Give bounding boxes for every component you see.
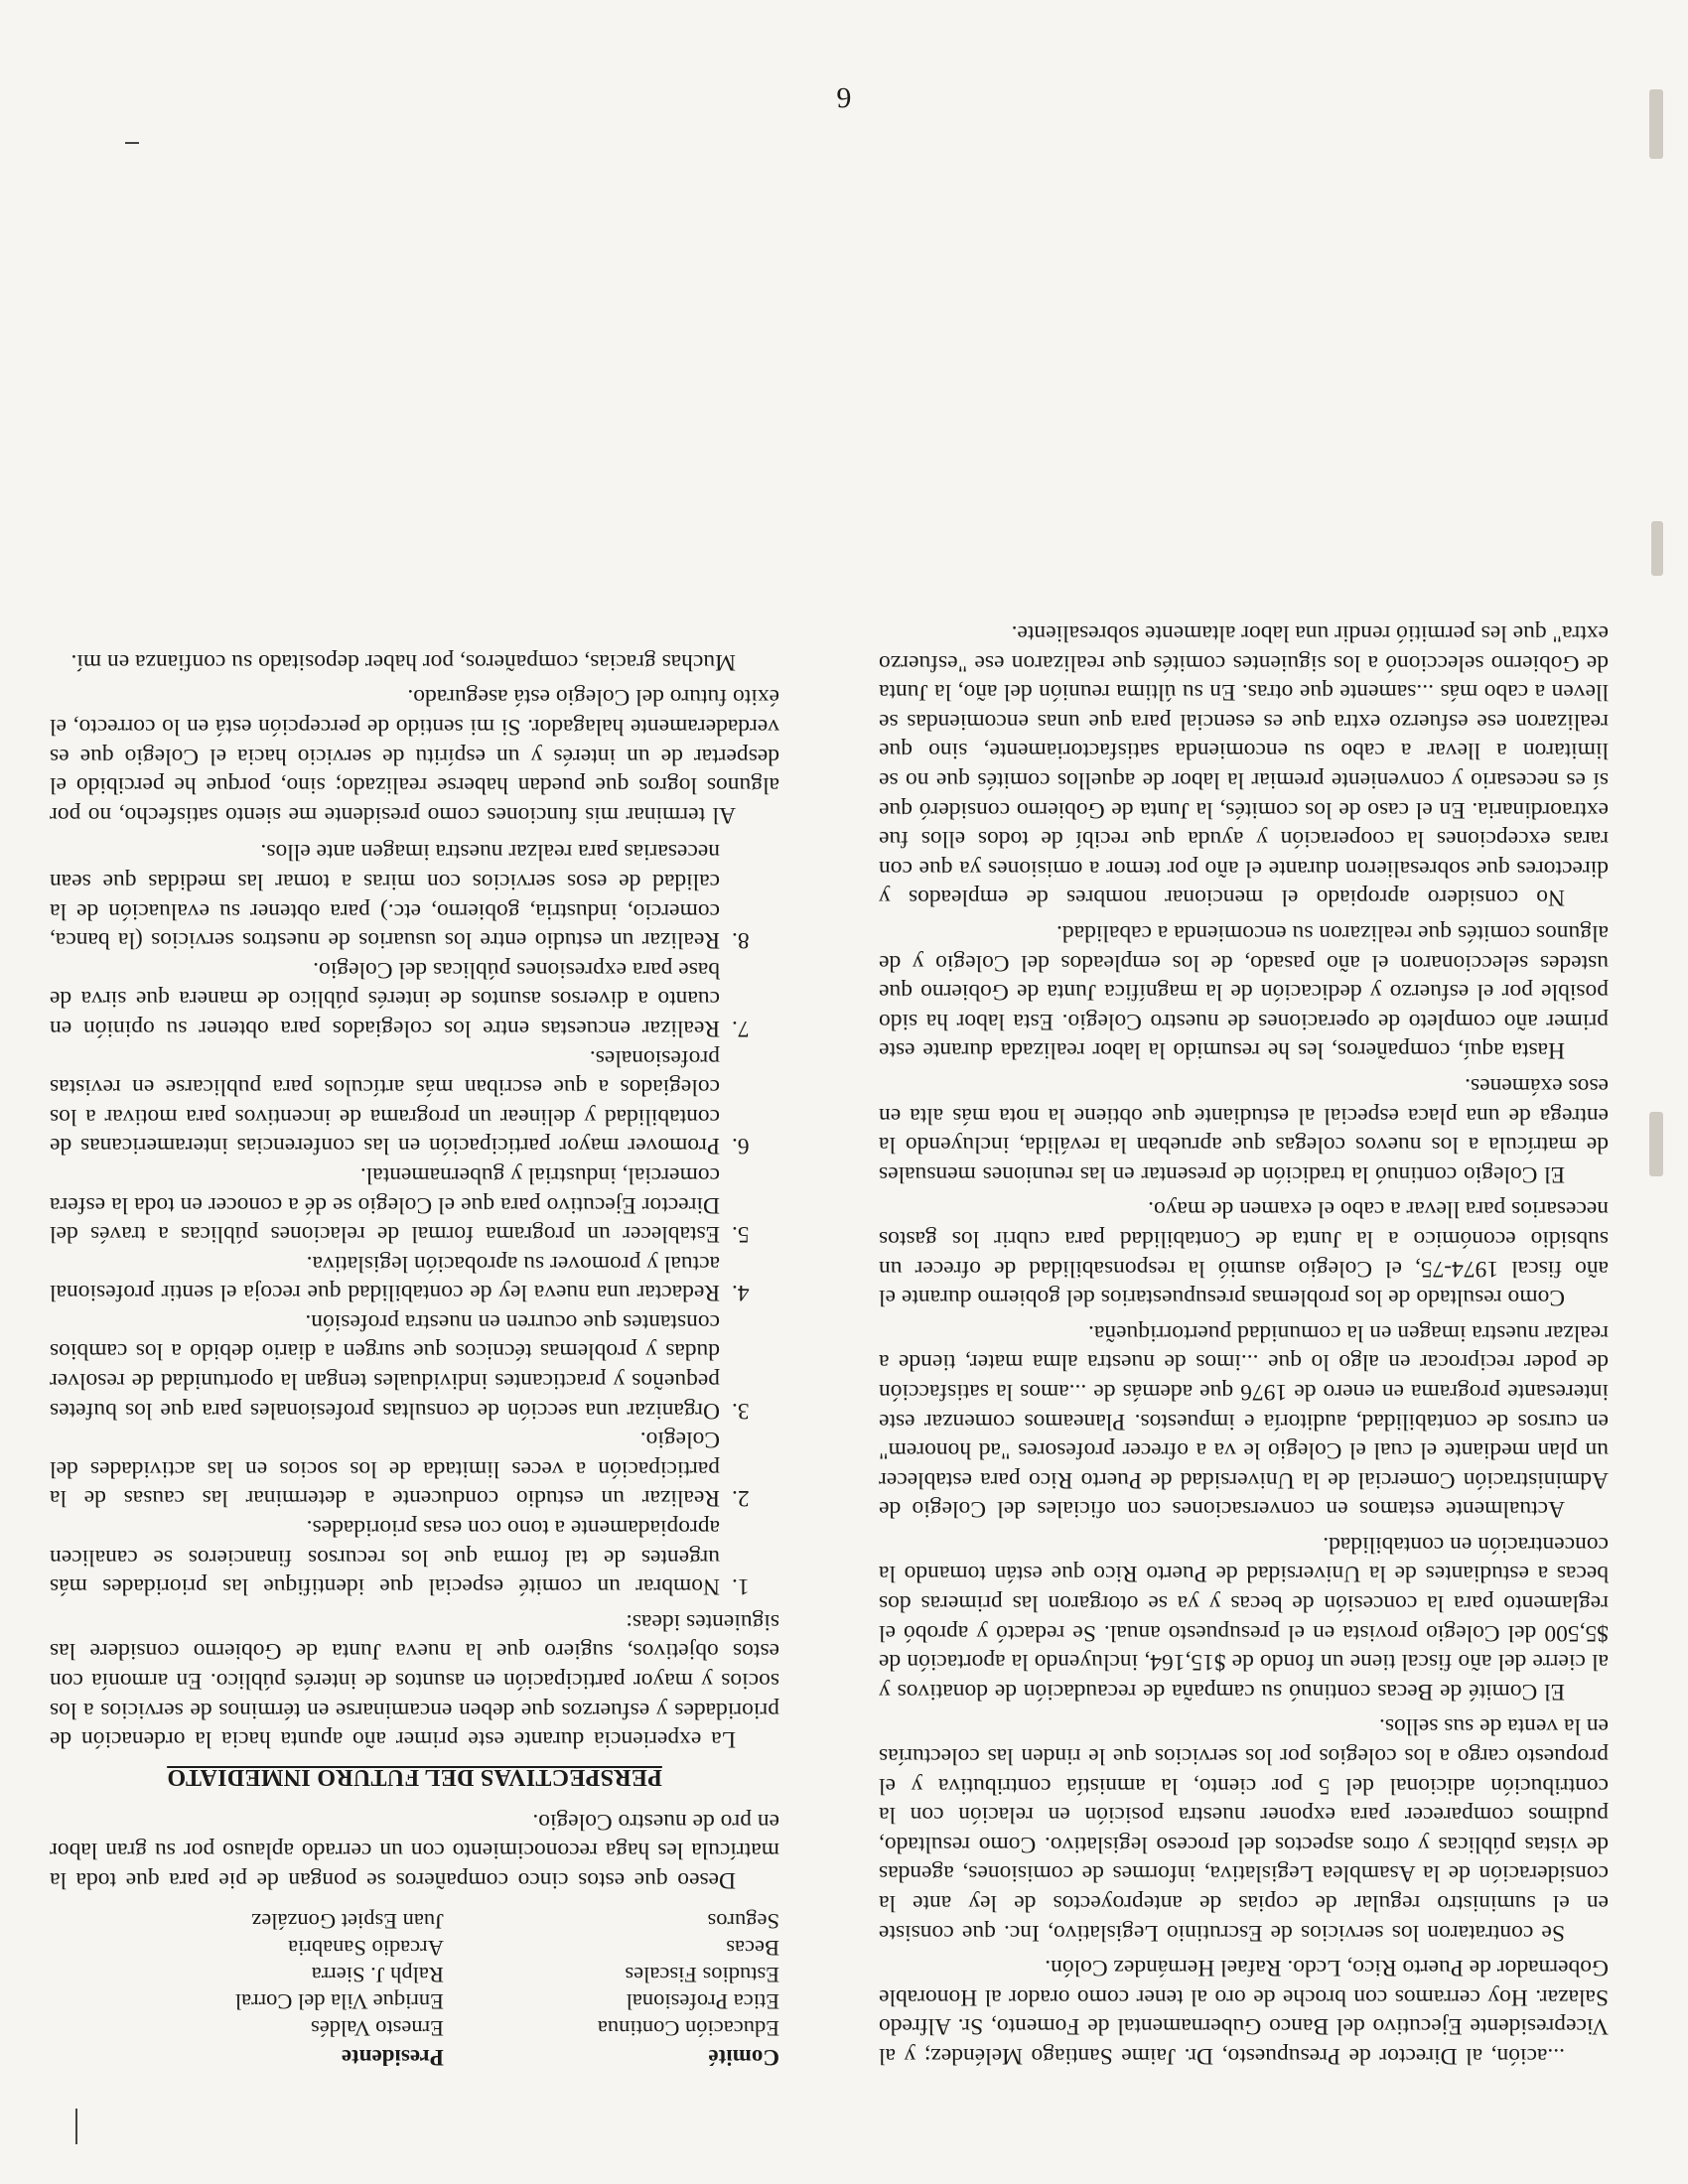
- item-text: Redactar una nueva ley de contabilidad que recoja el sentir profesional actual y promover su aprobación legislativa.: [50, 1250, 720, 1306]
- item-number: 4.: [732, 1280, 750, 1306]
- list-item: [50, 1512, 779, 1600]
- item-number: 5.: [732, 1221, 750, 1248]
- paragraph: No considero apropiado el mencionar nombres de empleados y directores que sobresalieron durante el año por temor a omisiones ya que con raras excepciones la cooperación y ayuda que recibí de todos ellos fue extraordinaria. En el caso de los comités, la Junta de Gobierno consideró que sí es necesario y conveniente premiar la labor de aquellos comités que no se limitaron a llevar a cabo su encomienda satisfactoriamente, sino que realizaron ese esfuerzo extra que es esencial para que unas encomiendas se lleven a cabo más ...samente que otras. En su última reunión del año, la Junta de Gobierno seleccionó a los siguientes comités que realizaron ese "esfuerzo extra" que les permitió rendir una labor altamente sobresaliente.: [879, 620, 1609, 911]
- item-text: Realizar un estudio conducente a determinar las causas de la participación a veces limitada de los socios en las actividades del Colegio.: [50, 1427, 720, 1512]
- intro-paragraph: La experiencia durante este primer año apunta hacia la ordenación de prioridades y esfuerzos que deben encaminarse en términos de servicios a los socios y mayor participación en asuntos de interés público. En armonía con estos objetivos, sugiero que la nueva Junta de Gobierno considere las siguientes ideas:: [50, 1608, 779, 1753]
- committee-president: Arcadio Sanabria: [288, 1936, 444, 1961]
- item-number: 3.: [732, 1397, 750, 1424]
- paragraph: El Colegio continuó la tradición de presentar en las reuniones mensuales de matrícula a los nuevos colegas que aprueban la reválida, incluyendo la entrega de una placa especial al estudiante que obtiene la nota más alta en esos exámenes.: [879, 1073, 1609, 1187]
- paragraph: Hasta aquí, compañeros, les he resumido la labor realizada durante este primer año completo de operaciones de nuestro Colegio. Esta labor ha sido posible por el esfuerzo y dedicación de la magnífica Junta de Gobierno que ustedes seleccionaron el año pasado, de los empleados del Colegio y de algunos comités que realizaron su encomienda a cabalidad.: [879, 920, 1609, 1064]
- ideas-list: [50, 837, 779, 1600]
- scan-mark: [125, 142, 139, 144]
- committee-name: Educación Continua: [597, 2016, 779, 2041]
- item-text: Promover mayor participación en las conferencias interamericanas de contabilidad y delinear un programa de incentivos para motivar a los colegiados a que escriban más artículos para publicarse en revistas profesionales.: [50, 1044, 720, 1160]
- table-row: [50, 2015, 779, 2042]
- section-heading: PERSPECTIVAS DEL FUTURO INMEDIATO: [167, 1764, 662, 1791]
- table-row: [50, 1988, 779, 2015]
- closing-paragraph: Muchas gracias, compañeros, por haber depositado su confianza en mí.: [70, 648, 736, 675]
- item-text: Realizar un estudio entre los usuarios de nuestros servicios (la banca, comercio, industria, gobierno, etc.) para obtener su evaluación de la calidad de esos servicios con miras a tomar las medidas que sean necesarias para realzar nuestra imagen ante ellos.: [50, 839, 720, 954]
- paragraph: El Comité de Becas continuó su campaña de recaudación de donativos y al cierre del año fiscal tiene un fondo de $15,164, incluyendo la aportación de $5,500 del Colegio provista en el presupuesto anual. Se redactó y aprobó el reglamento para la concesión de becas y ya se otorgaron las primeras dos becas a estudiantes de la Universidad de Puerto Rico que están tomando la concentración en contabilidad.: [879, 1531, 1609, 1705]
- committee-table: [50, 1908, 779, 2070]
- paragraph: Como resultado de los problemas presupuestarios del gobierno durante el año fiscal 1974-75, el Colegio asumió la responsabilidad de ofrecer un subsidio económico a la Junta de Contabilidad para cubrir los gastos necesarios para llevar a cabo el examen de mayo.: [879, 1196, 1609, 1311]
- item-text: Organizar una sección de consultas profesionales para que los bufetes pequeños y practicantes individuales tengan la oportunidad de resolver dudas y problemas técnicos que surgen a diario debido a los cambios constantes que ocurren en nuestra profesión.: [50, 1308, 720, 1424]
- list-item: [50, 1425, 779, 1513]
- list-item: [50, 837, 779, 954]
- left-column: [879, 613, 1609, 2071]
- item-number: 6.: [732, 1133, 750, 1160]
- item-number: 8.: [732, 927, 750, 954]
- table-header-row: [50, 2042, 779, 2070]
- paragraph: Se contrataron los servicios de Escrutinio Legislativo, Inc. que consiste en el suministro regular de copias de anteproyectos de ley ante la consideración de la Asamblea Legislativa, informes de comisiones, agendas de vistas públicas y otros aspectos del proceso legislativo. Como resultado, pudimos comparecer para exponer nuestra posición en relación con la contribución adicional del 5 por ciento, la amnistía contributiva y el propuesto cargo a los colegios por los servicios que le rinden las colecturías en la venta de sus sellos.: [879, 1713, 1609, 1946]
- item-number: 7.: [732, 1015, 750, 1041]
- closing-paragraph: Al terminar mis funciones como presidente me siento satisfecho, no por algunos logros que puedan haberse realizado; sino, porque he percibido el despertar de un interés y un espíritu de servicio hacia el Colegio que es verdaderamente halagador. Si mi sentido de percepción está en lo correcto, el éxito futuro del Colegio está asegurado.: [50, 684, 779, 828]
- scan-mark: [75, 2109, 77, 2144]
- committee-president: Ernesto Valdés: [310, 2016, 444, 2041]
- committee-name: Estudios Fiscales: [625, 1963, 779, 1987]
- list-item: [50, 1160, 779, 1248]
- paragraph: Actualmente estamos en conversaciones con oficiales del Colegio de Administración Comercial de la Universidad de Puerto Rico para establecer un plan mediante el cual el Colegio le va a ofrecer profesores "ad honorem" en cursos de contabilidad, auditoría e impuestos. Planeamos comenzar este interesante programa en enero de 1976 que además de ...amos la satisfacción de poder reciprocar en algo lo que ...imos de nuestra alma mater, tiende a realzar nuestra imagen en la comunidad puertorriqueña.: [879, 1319, 1609, 1523]
- scan-smudge: [1651, 521, 1663, 576]
- committee-name: Etica Profesional: [626, 1989, 779, 2014]
- item-number: 2.: [732, 1485, 750, 1512]
- column-header: Comité: [708, 2045, 779, 2070]
- item-text: Nombrar un comité especial que identifique las prioridades más urgentes de tal forma que los recursos financieros se canalicen apropiadamente a tono con esas prioridades.: [50, 1515, 720, 1600]
- list-item: [50, 954, 779, 1042]
- right-column: [50, 640, 779, 2070]
- column-header: Presidente: [341, 2045, 444, 2070]
- scan-smudge: [1649, 89, 1663, 159]
- committee-name: Becas: [726, 1936, 779, 1961]
- page-number: 6: [836, 81, 852, 114]
- item-text: Realizar encuestas entre los colegiados para obtener su opinión en cuanto a diversos asuntos de interés público de manera que sirva de base para expresiones públicas del Colegio.: [50, 956, 720, 1041]
- list-item: [50, 1248, 779, 1306]
- list-item: [50, 1042, 779, 1160]
- committee-name: Seguros: [707, 1909, 779, 1934]
- item-text: Establecer un programa formal de relaciones públicas a través del Director Ejecutivo para que el Colegio se dé a conocer en toda la esfera comercial, industrial y gubernamental.: [50, 1161, 720, 1248]
- table-row: [50, 1962, 779, 1988]
- table-row: [50, 1908, 779, 1935]
- paragraph: ...ación, al Director de Presupuesto, Dr. Jaime Santiago Meléndez; y al Vicepresidente Ejecutivo del Banco Gubernamental de Fomento, Sr. Alfredo Salazar. Hoy cerramos con broche de oro al tener como orador al Honorable Gobernador de Puerto Rico, Lcdo. Rafael Hernández Colón.: [879, 1955, 1609, 2069]
- item-number: 1.: [732, 1573, 750, 1600]
- applause-paragraph: Deseo que estos cinco compañeros se pongan de pie para que toda la matrícula les haga reconocimiento con un cerrado aplauso por su gran labor en pro de nuestro Colegio.: [50, 1808, 779, 1893]
- committee-president: Enrique Vila del Corral: [234, 1989, 444, 2014]
- list-item: [50, 1306, 779, 1424]
- scan-smudge: [1649, 1112, 1663, 1176]
- committee-president: Juan Espiet González: [251, 1909, 444, 1934]
- table-row: [50, 1935, 779, 1962]
- committee-president: Ralph J. Sierra: [311, 1963, 444, 1987]
